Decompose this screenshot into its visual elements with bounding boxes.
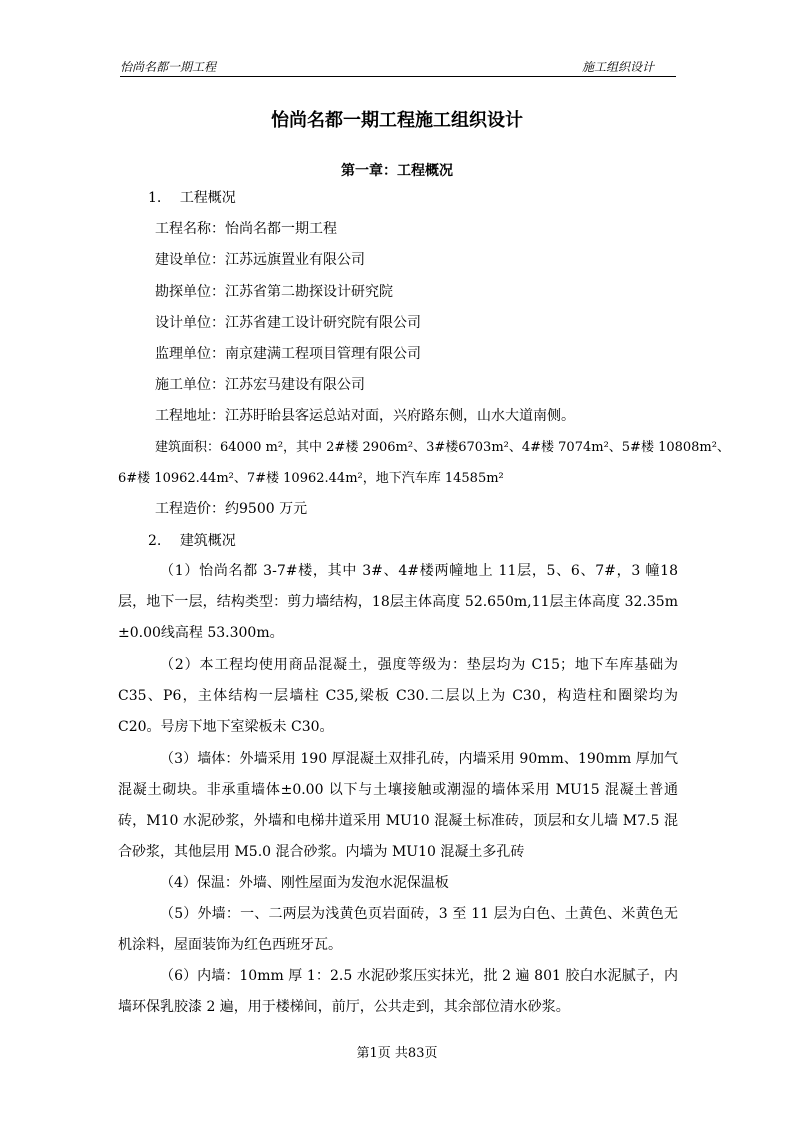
info-contractor: 施工单位：江苏宏马建设有限公司 bbox=[155, 377, 365, 393]
section1-number: 1. bbox=[148, 190, 162, 206]
info-address: 工程地址：江苏盱眙县客运总站对面，兴府路东侧，山水大道南侧。 bbox=[155, 408, 575, 424]
info-supervision: 监理单位：南京建满工程项目管理有限公司 bbox=[155, 346, 421, 362]
section2-number: 2. bbox=[148, 533, 162, 549]
paragraph-building-overview: （1）怡尚名都 3-7#楼，其中 3#、4#楼两幢地上 11层，5、6、7#，3 幢18层，地下一层，结构类型：剪力墙结构，18层主体高度 52.650m,11层主体高度 32.35m ±0.00线高程 53.300m。 bbox=[118, 563, 678, 641]
section2-title: 建筑概况 bbox=[179, 533, 236, 549]
section1-title: 工程概况 bbox=[179, 190, 236, 206]
info-survey: 勘探单位：江苏省第二勘探设计研究院 bbox=[155, 284, 393, 300]
header-project-name: 怡尚名都一期工程 bbox=[120, 60, 217, 74]
page-header bbox=[120, 56, 676, 77]
header-doc-type: 施工组织设计 bbox=[581, 60, 654, 74]
info-area-line2: 6#楼 10962.44m²、7#楼 10962.44m²，地下汽车库 14585m² bbox=[118, 471, 504, 486]
info-area-line1: 建筑面积：64000 m²，其中 2#楼 2906m²、3#楼6703m²、4#楼 7074m²、5#楼 10808m²、 bbox=[155, 440, 730, 455]
paragraph-concrete: （2）本工程均使用商品混凝土，强度等级为：垫层均为 C15；地下车库基础为 C35、P6，主体结构一层墙柱 C35,梁板 C30.二层以上为 C30，构造柱和圈梁均为 C20。号房下地下室梁板未 C30。 bbox=[118, 657, 678, 735]
info-design: 设计单位：江苏省建工设计研究院有限公司 bbox=[155, 315, 421, 331]
info-cost: 工程造价：约9500 万元 bbox=[155, 501, 308, 517]
paragraph-interior: （6）内墙：10mm 厚 1：2.5 水泥砂浆压实抹光，批 2 遍 801 胶白水泥腻子，内墙环保乳胶漆 2 遍，用于楼梯间，前厅，公共走到，其余部位清水砂浆。 bbox=[118, 968, 678, 1015]
paragraph-exterior: （5）外墙：一、二两层为浅黄色页岩面砖，3 至 11 层为白色、土黄色、米黄色无机涂料，屋面装饰为红色西班牙瓦。 bbox=[118, 906, 678, 953]
section2-heading bbox=[148, 530, 236, 550]
info-project-name: 工程名称：怡尚名都一期工程 bbox=[155, 221, 337, 237]
info-client: 建设单位：江苏远旗置业有限公司 bbox=[155, 252, 365, 268]
document-title: 怡尚名都一期工程施工组织设计 bbox=[271, 110, 523, 131]
chapter-heading: 第一章：工程概况 bbox=[341, 163, 453, 179]
section1-heading bbox=[148, 187, 236, 207]
paragraph-insulation: （4）保温：外墙、刚性屋面为发泡水泥保温板 bbox=[160, 875, 449, 891]
page-number: 第1页 共83页 bbox=[356, 1046, 438, 1061]
paragraph-walls: （3）墙体：外墙采用 190 厚混凝土双排孔砖，内墙采用 90mm、190mm 厚加气混凝土砌块。非承重墙体±0.00 以下与土壤接触或潮湿的墙体采用 MU15 混凝土普通砖，M10 水泥砂浆，外墙和电梯井道采用 MU10 混凝土标准砖，顶层和女儿墙 M7.5 混合砂浆，其他层用 M5.0 混合砂浆。内墙为 MU10 混凝土多孔砖 bbox=[118, 751, 678, 860]
